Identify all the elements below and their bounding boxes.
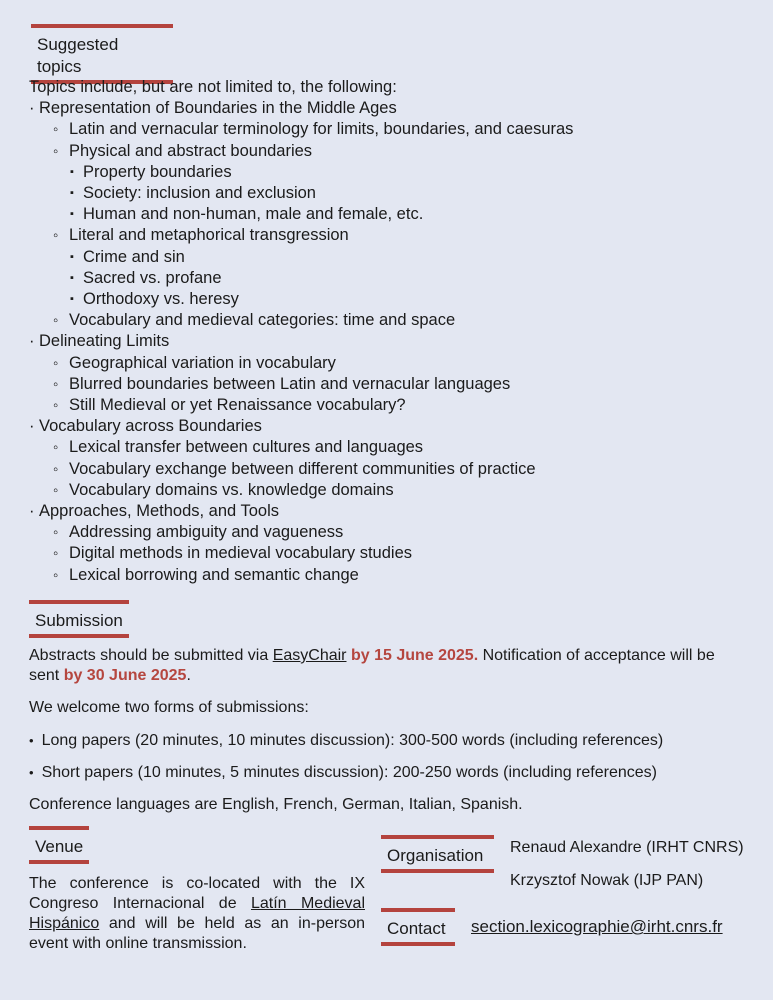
long-papers-item: • Long papers (20 minutes, 10 minutes discussion): 300-500 words (including references) bbox=[29, 731, 663, 751]
subtopic-item: ◦ Vocabulary and medieval categories: time and space bbox=[69, 310, 749, 331]
organiser-1: Renaud Alexandre (IRHT CNRS) bbox=[510, 839, 744, 856]
subtopic-item: ◦ Addressing ambiguity and vagueness bbox=[69, 522, 749, 543]
topics-list bbox=[29, 77, 749, 586]
subsubtopic-item: ▪ Society: inclusion and exclusion bbox=[83, 183, 749, 204]
contact-heading bbox=[381, 914, 455, 940]
topic-item: · Vocabulary across Boundaries ◦ Lexical transfer between cultures and languages ◦ Vocabulary exchange between different communities of practice ◦ Vocabulary domains vs. knowledge domains bbox=[29, 416, 749, 501]
subtopic-item: ◦ Latin and vernacular terminology for limits, boundaries, and caesuras bbox=[69, 119, 749, 140]
organiser-2: Krzysztof Nowak (IJP PAN) bbox=[510, 872, 704, 889]
topic-item: · Representation of Boundaries in the Middle Ages ◦ Latin and vernacular terminology for limits, boundaries, and caesuras ◦ Physical and abstract boundaries ▪ Property boundaries ▪ Society: inclusion and exclusion ▪ Human and non-human, male and female, etc. ◦ Literal and metaphorical transgression ▪ Crime and sin ▪ Sacred vs. profane ▪ Orthodoxy vs. heresy ◦ Vocabulary and medieval categories: time and space bbox=[29, 98, 749, 331]
submission-heading-label: Submission bbox=[35, 611, 123, 630]
organisation-heading bbox=[381, 841, 494, 867]
subtopic-item: ◦ Literal and metaphorical transgression ▪ Crime and sin ▪ Sacred vs. profane ▪ Orthodoxy vs. heresy bbox=[69, 225, 749, 310]
subtopic-item: ◦ Blurred boundaries between Latin and vernacular languages bbox=[69, 374, 749, 395]
subtopic-item: ◦ Lexical borrowing and semantic change bbox=[69, 565, 749, 586]
subsubtopic-item: ▪ Property boundaries bbox=[83, 162, 749, 183]
venue-heading-label: Venue bbox=[35, 837, 84, 856]
deadline-notification: by 30 June 2025 bbox=[63, 667, 187, 684]
subsubtopic-item: ▪ Crime and sin bbox=[83, 247, 749, 268]
latin-medieval-link[interactable]: Latín Medieval Hispánico bbox=[29, 895, 365, 932]
venue-heading bbox=[29, 832, 89, 858]
topic-item: · Approaches, Methods, and Tools ◦ Addressing ambiguity and vagueness ◦ Digital methods in medieval vocabulary studies ◦ Lexical borrowing and semantic change bbox=[29, 501, 749, 586]
subtopic-item: ◦ Digital methods in medieval vocabulary studies bbox=[69, 543, 749, 564]
subtopic-item: ◦ Lexical transfer between cultures and languages bbox=[69, 437, 749, 458]
subsubtopic-item: ▪ Orthodoxy vs. heresy bbox=[83, 289, 749, 310]
contact-email-link[interactable]: section.lexicographie@irht.cnrs.fr bbox=[471, 917, 723, 936]
submission-paragraph: Abstracts should be submitted via EasyChair by 15 June 2025. Notification of acceptance will be sent by 30 June 2025. bbox=[29, 647, 715, 684]
topics-intro: Topics include, but are not limited to, the following: bbox=[29, 78, 397, 96]
subtopic-item: ◦ Physical and abstract boundaries ▪ Property boundaries ▪ Society: inclusion and exclusion ▪ Human and non-human, male and female, etc. bbox=[69, 141, 749, 226]
subsubtopic-item: ▪ Human and non-human, male and female, etc. bbox=[83, 204, 749, 225]
submission-heading bbox=[29, 606, 129, 632]
organisation-heading-label: Organisation bbox=[387, 846, 484, 865]
topics-heading-label: Suggested topics bbox=[37, 35, 119, 76]
conference-languages: Conference languages are English, French, German, Italian, Spanish. bbox=[29, 796, 523, 813]
contact-heading-label: Contact bbox=[387, 919, 446, 938]
subsubtopic-item: ▪ Sacred vs. profane bbox=[83, 268, 749, 289]
easychair-link[interactable]: EasyChair bbox=[272, 647, 347, 664]
topics-heading bbox=[31, 30, 173, 78]
subtopic-item: ◦ Geographical variation in vocabulary bbox=[69, 353, 749, 374]
subtopic-item: ◦ Vocabulary exchange between different communities of practice bbox=[69, 459, 749, 480]
venue-paragraph: The conference is co-located with the IX Congreso Internacional de Latín Medieval Hispánico and will be held as an in-person event with online transmission. bbox=[29, 875, 365, 952]
subtopic-item: ◦ Still Medieval or yet Renaissance vocabulary? bbox=[69, 395, 749, 416]
subtopic-item: ◦ Vocabulary domains vs. knowledge domains bbox=[69, 480, 749, 501]
short-papers-item: • Short papers (10 minutes, 5 minutes discussion): 200-250 words (including references) bbox=[29, 763, 657, 783]
submission-forms-intro: We welcome two forms of submissions: bbox=[29, 699, 309, 716]
topic-item: · Delineating Limits ◦ Geographical variation in vocabulary ◦ Blurred boundaries between Latin and vernacular languages ◦ Still Medieval or yet Renaissance vocabulary? bbox=[29, 331, 749, 416]
deadline-abstract: by 15 June 2025. bbox=[350, 647, 479, 664]
